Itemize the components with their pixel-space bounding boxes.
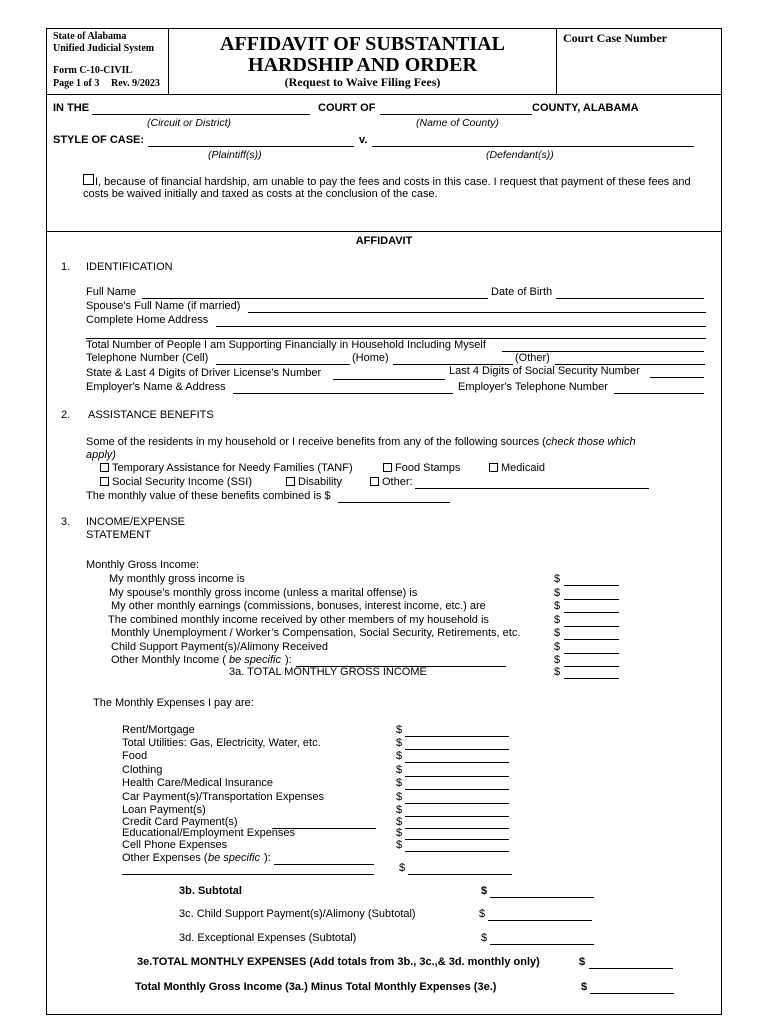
home-address-field[interactable] (216, 316, 706, 327)
other-benefit-checkbox[interactable] (370, 477, 379, 486)
income-row-label: My other monthly earnings (commissions, bonuses, interest income, etc.) are (111, 600, 486, 612)
disability-option[interactable] (286, 476, 342, 488)
fee-waiver-checkbox[interactable] (83, 174, 94, 185)
org-line-1: State of Alabama (53, 31, 127, 42)
net-income-field[interactable] (590, 983, 674, 994)
income-row-field[interactable] (564, 656, 619, 667)
income-be-specific-colon: ): (285, 654, 292, 666)
food-stamps-checkbox[interactable] (383, 463, 392, 472)
home-phone-label: (Home) (352, 352, 389, 364)
expense-row-field[interactable] (405, 726, 509, 737)
other-benefit-option[interactable] (370, 476, 413, 488)
income-row-label: Child Support Payment(s)/Alimony Received (111, 640, 329, 653)
expense-row-dollar: $ (396, 750, 403, 762)
full-name-field[interactable] (142, 288, 488, 299)
form-title-line-2: HARDSHIP AND ORDER (248, 54, 477, 76)
subtotal-3d-dollar: $ (481, 932, 488, 944)
county-name-field[interactable] (380, 104, 532, 115)
employer-phone-label: Employer's Telephone Number (458, 381, 608, 393)
expense-row-label: Cell Phone Expenses (122, 839, 228, 851)
benefits-monthly-field[interactable] (338, 492, 450, 503)
expense-row-dollar: $ (396, 791, 403, 803)
food-stamps-option[interactable] (383, 462, 460, 474)
defendant-field[interactable] (372, 136, 694, 147)
total-gross-income-dollar: $ (554, 666, 561, 678)
subtotal-3b-label: 3b. Subtotal (179, 885, 242, 897)
subtotal-3d-field[interactable] (490, 934, 594, 945)
medicaid-checkbox[interactable] (489, 463, 498, 472)
style-of-case-label: STYLE OF CASE: (53, 134, 145, 146)
expense-be-specific-colon: ): (264, 852, 271, 864)
ssi-checkbox[interactable] (100, 477, 109, 486)
income-row-field[interactable] (564, 629, 619, 640)
gross-income-heading: Monthly Gross Income: (86, 559, 200, 571)
section-2-title: ASSISTANCE BENEFITS (88, 409, 214, 421)
full-name-label: Full Name (86, 286, 137, 298)
plaintiff-field[interactable] (148, 136, 354, 147)
header-bottom-rule (46, 94, 722, 95)
expense-row-label: Health Care/Medical Insurance (122, 777, 274, 789)
other-expenses-extra-field[interactable] (122, 864, 374, 875)
ssn-field[interactable] (650, 367, 704, 378)
expense-row-label: Clothing (122, 764, 163, 776)
income-row-dollar: $ (554, 640, 561, 653)
license-field[interactable] (333, 369, 445, 380)
subtotal-3b-dollar: $ (481, 885, 488, 897)
income-row-dollar: $ (554, 600, 561, 612)
expense-row-field[interactable] (405, 766, 509, 777)
total-gross-income-label: 3a. TOTAL MONTHLY GROSS INCOME (229, 666, 427, 678)
expense-row-label: Loan Payment(s) (122, 804, 206, 816)
income-row-label: Monthly Unemployment / Worker’s Compensation, Social Security, Retirements, etc. (111, 627, 521, 639)
header-divider-right (556, 28, 557, 94)
plaintiff-hint: (Plaintiff(s)) (208, 149, 262, 161)
benefits-intro-apply: apply) (86, 449, 116, 461)
expense-row-label: Food (122, 750, 148, 762)
license-label: State & Last 4 Digits of Driver License’s Number (86, 367, 322, 379)
benefits-intro-text: Some of the residents in my household or I receive benefits from any of the following sources ( (86, 436, 546, 448)
expense-row-field[interactable] (405, 806, 509, 817)
expense-row-dollar: $ (396, 724, 403, 736)
disability-checkbox[interactable] (286, 477, 295, 486)
expense-row-dollar: $ (396, 737, 403, 749)
circuit-district-hint: (Circuit or District) (147, 117, 231, 129)
affidavit-top-rule (46, 231, 722, 232)
net-income-label: Total Monthly Gross Income (3a.) Minus Total Monthly Expenses (3e.) (135, 981, 497, 993)
expense-row-label: Rent/Mortgage (122, 724, 195, 736)
home-phone-field[interactable] (393, 354, 513, 365)
section-3-title-1: INCOME/EXPENSE (86, 516, 186, 528)
dob-field[interactable] (556, 288, 704, 299)
fee-waiver-text-1: I, because of financial hardship, am unable to pay the fees and costs in this case. I request that payment of these fees and (95, 176, 691, 188)
disability-label: Disability (298, 476, 343, 488)
income-row-dollar: $ (554, 586, 561, 599)
dob-label: Date of Birth (491, 286, 553, 298)
other-expenses-extra-dollar: $ (399, 862, 406, 874)
expense-row-field[interactable] (405, 752, 509, 763)
income-row-label: My spouse’s monthly gross income (unless a marital offense) is (109, 586, 418, 599)
expense-row-dollar: $ (396, 764, 403, 776)
court-of-label: COURT OF (318, 102, 376, 114)
household-label: Total Number of People I am Supporting Financially in Household Including Myself (86, 339, 486, 351)
income-row-dollar: $ (554, 627, 561, 639)
defendant-hint: (Defendant(s)) (486, 149, 554, 161)
income-row-field[interactable] (564, 589, 619, 600)
expenses-heading: The Monthly Expenses I pay are: (93, 697, 254, 709)
income-row-dollar: $ (554, 654, 561, 666)
expense-row-label: Credit Card Payment(s) (122, 816, 238, 828)
section-2-number: 2. (61, 409, 71, 421)
income-row-field[interactable] (564, 602, 619, 613)
home-address-field-2[interactable] (86, 328, 706, 339)
income-row-field[interactable] (564, 643, 619, 654)
income-row-label: The combined monthly income received by other members of my household is (108, 613, 489, 626)
subtotal-3d-label: 3d. Exceptional Expenses (Subtotal) (179, 932, 357, 944)
ssi-label: Social Security Income (SSI) (112, 476, 252, 488)
expense-row-field[interactable] (405, 841, 509, 852)
section-3-number: 3. (61, 516, 71, 528)
section-1-title: IDENTIFICATION (86, 261, 173, 273)
in-the-label: IN THE (53, 102, 90, 114)
total-3e-dollar: $ (579, 956, 586, 968)
expense-be-specific: be specific (208, 852, 260, 864)
court-case-number-field[interactable] (560, 48, 718, 90)
benefits-intro (86, 436, 636, 448)
subtotal-3b-field[interactable] (490, 887, 594, 898)
income-row-field[interactable] (564, 575, 619, 586)
expense-row-field[interactable] (405, 818, 509, 829)
fee-waiver-text-2: costs be waived initially and taxed as costs at the conclusion of the case. (83, 188, 438, 200)
other-benefit-label: Other: (382, 476, 413, 488)
org-line-2: Unified Judicial System (53, 43, 155, 54)
tanf-checkbox[interactable] (100, 463, 109, 472)
expense-row-dollar: $ (396, 839, 403, 851)
total-3e-field[interactable] (589, 958, 673, 969)
spouse-name-field[interactable] (248, 302, 706, 313)
income-row-dollar: $ (554, 613, 561, 626)
income-be-specific: be specific (229, 654, 281, 666)
expense-row-label: Total Utilities: Gas, Electricity, Water, etc. (122, 737, 321, 749)
medicaid-label: Medicaid (501, 462, 546, 474)
expense-row-label: Car Payment(s)/Transportation Expenses (122, 791, 324, 803)
tanf-label: Temporary Assistance for Needy Families (TANF) (112, 462, 353, 474)
versus-label: v. (359, 134, 368, 146)
spouse-name-label: Spouse’s Full Name (if married) (86, 300, 241, 312)
expense-row-field[interactable] (405, 829, 509, 840)
total-3e-label: 3e.TOTAL MONTHLY EXPENSES (Add totals from 3b., 3c.,& 3d. monthly only) (137, 956, 540, 968)
expense-row-dollar: $ (396, 827, 403, 839)
subtotal-3c-label: 3c. Child Support Payment(s)/Alimony (Subtotal) (179, 908, 416, 920)
income-row-label: My monthly gross income is (109, 573, 245, 585)
county-name-hint: (Name of County) (416, 117, 499, 129)
court-case-number-label: Court Case Number (563, 31, 667, 45)
ssn-label: Last 4 Digits of Social Security Number (449, 365, 640, 377)
section-3-title-2: STATEMENT (86, 529, 151, 541)
expense-row-dollar: $ (396, 804, 403, 816)
county-alabama-label: COUNTY, ALABAMA (532, 102, 639, 114)
affidavit-heading: AFFIDAVIT (355, 235, 413, 247)
net-income-dollar: $ (581, 981, 588, 993)
revision: Rev. 9/2023 (111, 78, 160, 89)
cell-phone-field[interactable] (216, 354, 350, 365)
total-gross-income-field[interactable] (564, 668, 619, 679)
benefits-monthly-label: The monthly value of these benefits combined is $ (86, 490, 331, 502)
expense-row-field[interactable] (405, 779, 509, 790)
form-title-line-1: AFFIDAVIT OF SUBSTANTIAL (220, 33, 505, 55)
food-stamps-label: Food Stamps (395, 462, 461, 474)
expense-row-label: Educational/Employment Expenses (122, 827, 296, 839)
income-row-field[interactable] (564, 616, 619, 627)
form-number: Form C-10-CIVIL (53, 65, 133, 76)
employer-field[interactable] (233, 383, 453, 394)
other-phone-field[interactable] (555, 354, 705, 365)
court-type-field[interactable] (92, 104, 310, 115)
subtotal-3c-dollar: $ (479, 908, 486, 920)
cell-phone-label: Telephone Number (Cell) (86, 352, 209, 364)
other-expenses-extra-amount[interactable] (408, 864, 512, 875)
form-subtitle: (Request to Waive Filing Fees) (284, 75, 441, 89)
home-address-label: Complete Home Address (86, 314, 209, 326)
subtotal-3c-field[interactable] (488, 910, 592, 921)
section-1-number: 1. (61, 261, 71, 273)
medicaid-option[interactable] (489, 462, 545, 474)
expense-row-dollar: $ (396, 816, 403, 828)
income-row-label: Other Monthly Income ( (111, 654, 226, 666)
ssi-option[interactable] (100, 476, 252, 488)
expense-row-label: Other Expenses ( (122, 852, 208, 864)
expense-row-field[interactable] (405, 793, 509, 804)
employer-label: Employer's Name & Address (86, 381, 226, 393)
expense-row-dollar: $ (396, 777, 403, 789)
page-number: Page 1 of 3 (53, 78, 100, 89)
other-phone-label: (Other) (515, 352, 550, 364)
household-field[interactable] (502, 341, 704, 352)
other-benefit-field[interactable] (415, 478, 649, 489)
employer-phone-field[interactable] (614, 383, 704, 394)
expense-row-field[interactable] (405, 739, 509, 750)
tanf-option[interactable] (100, 462, 353, 474)
benefits-intro-italic: check those which (545, 436, 636, 448)
income-row-dollar: $ (554, 573, 561, 585)
